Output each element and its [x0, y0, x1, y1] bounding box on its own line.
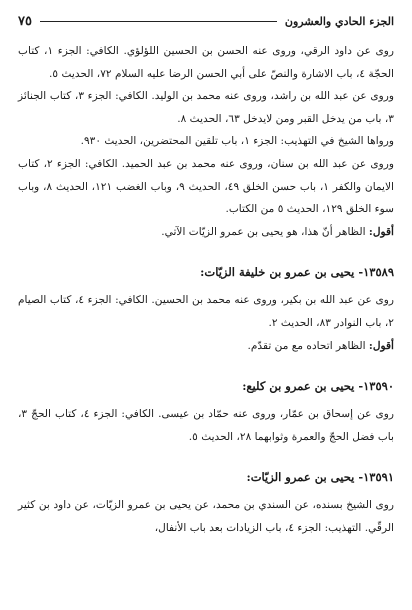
running-header	[18, 10, 394, 32]
comment-paragraph	[18, 221, 394, 244]
paragraph: ورواها الشيخ في التهذيب: الجزء ١، باب تلقين المحتضرين، الحديث ٩٣٠.	[80, 135, 394, 148]
paragraph: روى عن عبد الله بن بكير، وروى عنه محمد بن الحسين. الكافي: الجزء ٤، كتاب الصيام ٢، باب النوادر ٨٣، الحديث ٢.	[18, 294, 394, 329]
comment-label: أقول:	[368, 339, 394, 352]
entry-heading: ١٣٥٩٠- يحيى بن عمرو بن كليع:	[242, 379, 394, 394]
paragraph: وروى عن عبد الله بن راشد، وروى عنه محمد بن الوليد. الكافي: الجزء ٣، كتاب الجنائز ٣، باب من يدخل القبر ومن لايدخل ٦٣، الحديث ٨.	[18, 90, 394, 125]
paragraph: روى عن إسحاق بن عمّار، وروى عنه حمّاد بن عيسى. الكافي: الجزء ٤، كتاب الحجّ ٣، باب فضل الحجّ والعمرة وثوابهما ٢٨، الحديث ٥.	[18, 408, 394, 443]
comment-text: الظاهر اتحاده مع من تقدّم.	[247, 339, 369, 352]
comment-paragraph	[18, 335, 394, 358]
paragraph: روى عن داود الرقي، وروى عنه الحسن بن الحسين اللؤلؤي. الكافي: الجزء ١، كتاب الحجّة ٤، باب الاشارة والنصّ على أبي الحسن الرضا عليه السلام ٧٢، الحديث ٥.	[18, 45, 395, 80]
comment-label: أقول:	[368, 225, 394, 238]
paragraph: وروى عن عبد الله بن سنان، وروى عنه محمد بن عبد الحميد. الكافي: الجزء ٢، كتاب الايمان والكفر ١، باب حسن الخلق ٤٩، الحديث ٩، وباب الغضب ١٢١، الحديث ٨، وباب سوء الخلق ١٢٩، الحديث ٥ من الكتاب.	[18, 157, 394, 216]
paragraph: روى الشيخ بسنده، عن السندي بن محمد، عن يحيى بن عمرو الزيّات، عن داود بن كثير الرقّي. التهذيب: الجزء ٤، باب الزيادات بعد باب الأنفال،	[18, 499, 394, 534]
page-body	[18, 40, 394, 540]
entry-heading: ١٣٥٩١- يحيى بن عمرو الزيّات:	[246, 470, 394, 485]
page-number: ٧٥	[18, 13, 32, 29]
entry-heading: ١٣٥٨٩- يحيى بن عمرو بن خليفة الزيّات:	[200, 265, 394, 280]
book-volume-title: الجزء الحادي والعشرون	[284, 14, 394, 28]
header-rule	[40, 21, 277, 22]
comment-text: الظاهر أنّ هذا، هو يحيى بن عمرو الزيّات الآتي.	[161, 225, 369, 238]
